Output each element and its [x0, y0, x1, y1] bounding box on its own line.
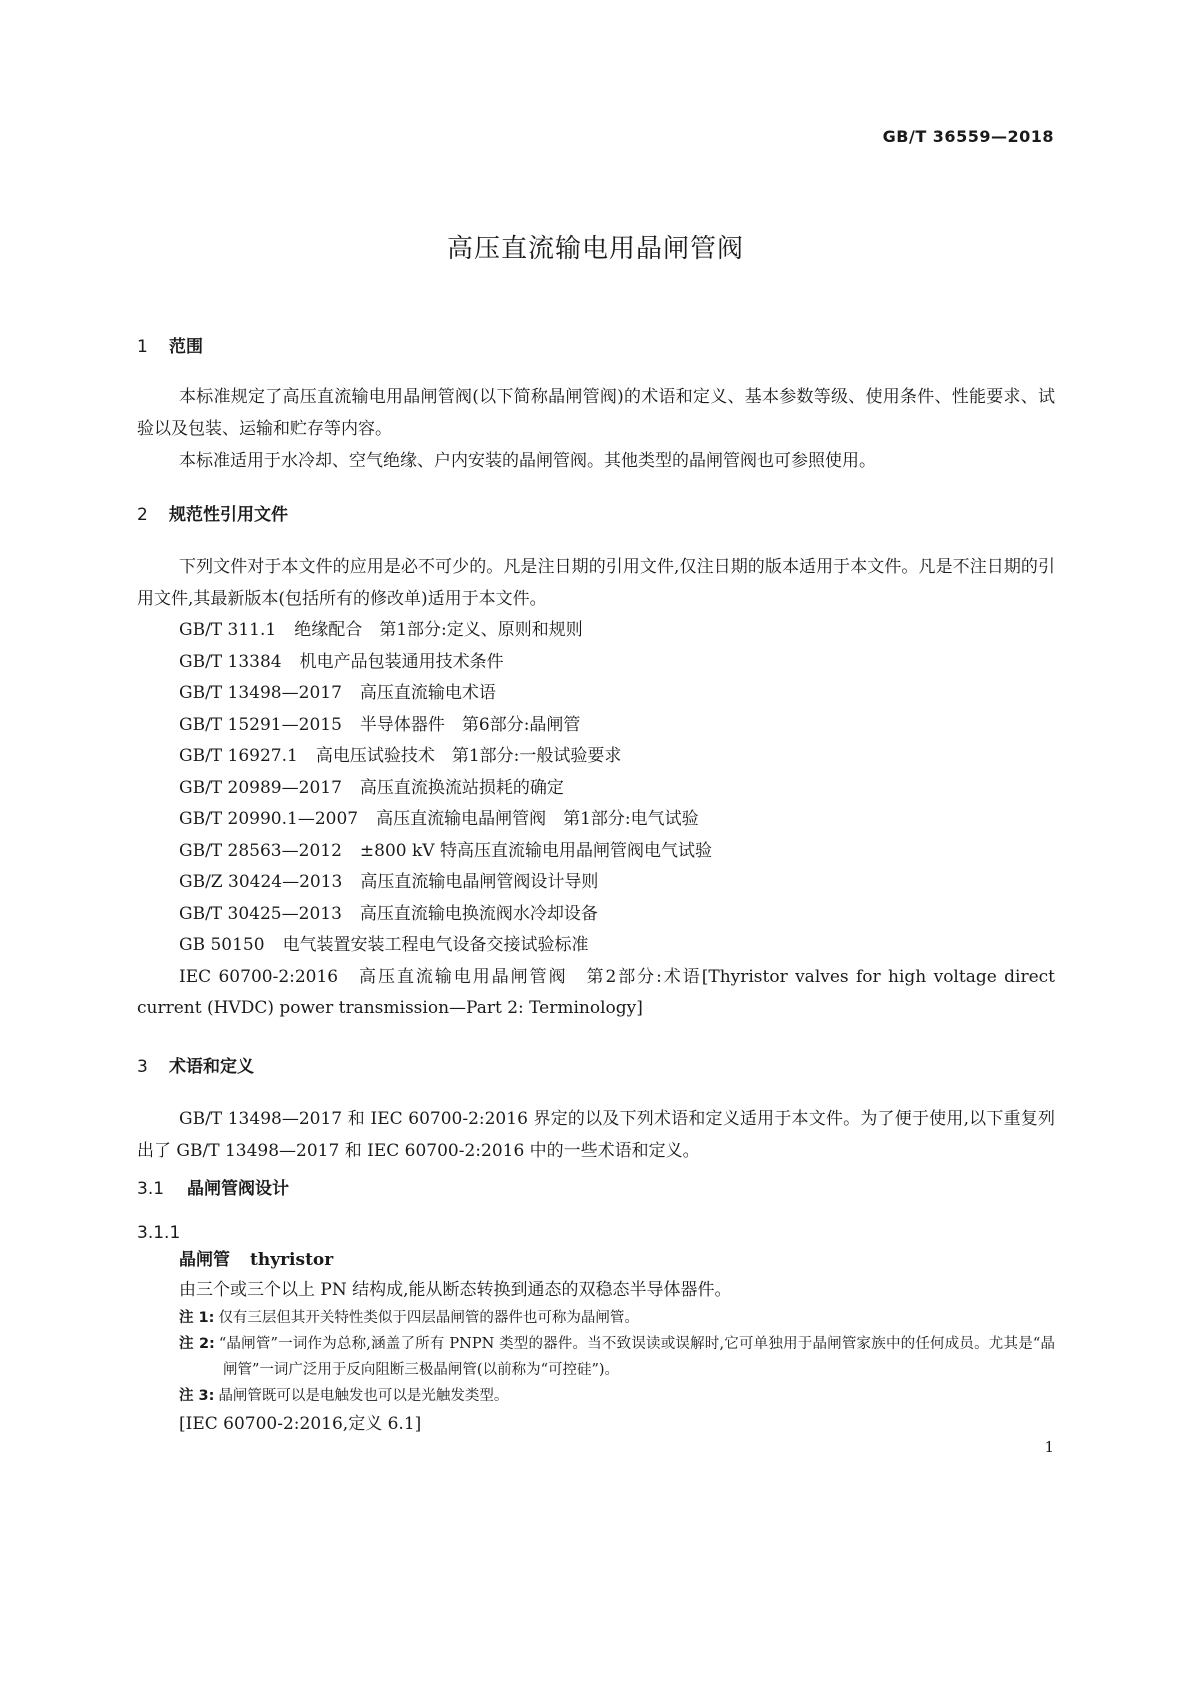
term-note: [179, 1305, 1055, 1331]
section-heading: [137, 335, 1055, 359]
reference-title: 电气装置安装工程电气设备交接试验标准: [282, 935, 589, 955]
reference-item: [137, 899, 1055, 931]
section-number: 2: [137, 505, 148, 525]
reference-code: GB/T 28563—2012: [179, 840, 342, 861]
note-text: 仅有三层但其开关特性类似于四层晶闸管的器件也可称为晶闸管。: [218, 1309, 639, 1326]
reference-item: [137, 867, 1055, 899]
reference-title: 高压直流换流站损耗的确定: [359, 777, 564, 798]
reference-code: GB/T 15291—2015: [179, 714, 342, 735]
section-number: 1: [137, 337, 148, 357]
reference-code: GB 50150: [179, 935, 265, 955]
reference-title: ±800 kV 特高压直流输电用晶闸管阀电气试验: [359, 840, 712, 861]
section-number: 3: [137, 1056, 148, 1077]
subsection-number: 3.1: [137, 1178, 165, 1199]
note-label: 注 2:: [179, 1335, 215, 1352]
term-number: 3.1.1: [137, 1222, 181, 1243]
reference-title: 高电压试验技术 第1部分:一般试验要求: [315, 746, 622, 766]
reference-title: 高压直流输电术语: [359, 683, 496, 703]
reference-code: GB/T 13384: [179, 651, 282, 672]
paragraph: GB/T 13498—2017 和 IEC 60700-2:2016 界定的以及下列术语和定义适用于本文件。为了便于使用,以下重复列出了 GB/T 13498—2017 和 IEC 60700-2:2016 中的一些术语和定义。: [137, 1108, 1055, 1161]
subsection-title: 晶闸管阀设计: [187, 1178, 289, 1199]
term-name-en: thyristor: [250, 1249, 334, 1270]
reference-title: 绝缘配合 第1部分:定义、原则和规则: [294, 620, 583, 640]
reference-code: GB/T 20989—2017: [179, 777, 342, 798]
reference-item: [137, 710, 1055, 742]
reference-item: [137, 741, 1055, 773]
reference-title: 高压直流输电换流阀水冷却设备: [359, 903, 598, 924]
term-source: [IEC 60700-2:2016,定义 6.1]: [179, 1413, 422, 1434]
section-title: 规范性引用文件: [169, 505, 288, 525]
reference-item: [137, 836, 1055, 868]
reference-list: [137, 615, 1055, 1025]
section-title: 范围: [169, 337, 203, 357]
reference-item: [137, 930, 1055, 962]
note-label: 注 3:: [179, 1387, 215, 1404]
standard-code: GB/T 36559—2018: [882, 127, 1054, 146]
section-heading: [137, 503, 1055, 527]
subsection-heading: [137, 1177, 1055, 1201]
reference-code: GB/T 16927.1: [179, 746, 298, 766]
section-heading: [137, 1055, 1055, 1079]
reference-item: [137, 615, 1055, 647]
note-text: 晶闸管既可以是电触发也可以是光触发类型。: [218, 1387, 509, 1404]
reference-code: GB/T 13498—2017: [179, 683, 342, 703]
reference-item: [137, 678, 1055, 710]
page-number: 1: [1044, 1438, 1054, 1456]
reference-code: GB/Z 30424—2013: [179, 872, 343, 892]
reference-title: 机电产品包装通用技术条件: [299, 651, 504, 672]
paragraph: 本标准适用于水冷却、空气绝缘、户内安装的晶闸管阀。其他类型的晶闸管阀也可参照使用。: [179, 451, 876, 471]
reference-code: GB/T 20990.1—2007: [179, 809, 359, 829]
reference-item: [137, 804, 1055, 836]
term-definition: 由三个或三个以上 PN 结构成,能从断态转换到通态的双稳态半导体器件。: [179, 1279, 732, 1300]
note-label: 注 1:: [179, 1309, 215, 1326]
reference-code: GB/T 30425—2013: [179, 903, 342, 924]
term-note: [179, 1383, 1055, 1409]
reference-title: 高压直流输电晶闸管阀设计导则: [360, 872, 599, 892]
reference-title: 高压直流输电晶闸管阀 第1部分:电气试验: [376, 809, 699, 829]
term-name: [179, 1245, 1055, 1275]
reference-item-iec: IEC 60700-2:2016 高压直流输电用晶闸管阀 第2部分:术语[Thyristor valves for high voltage direct current (HVDC) power transmission—Part 2: Terminology]: [137, 966, 1055, 1018]
note-text: “晶闸管”一词作为总称,涵盖了所有 PNPN 类型的器件。当不致误读或误解时,它可单独用于晶闸管家族中的任何成员。尤其是“晶闸管”一词广泛用于反向阻断三极晶闸管(以前称为“可控硅”)。: [218, 1335, 1055, 1378]
document-title: 高压直流输电用晶闸管阀: [446, 234, 744, 264]
section-title: 术语和定义: [169, 1056, 254, 1077]
paragraph: 下列文件对于本文件的应用是必不可少的。凡是注日期的引用文件,仅注日期的版本适用于本文件。凡是不注日期的引用文件,其最新版本(包括所有的修改单)适用于本文件。: [137, 557, 1055, 609]
reference-item: [137, 773, 1055, 805]
reference-title: 半导体器件 第6部分:晶闸管: [359, 714, 581, 735]
term-name-cn: 晶闸管: [179, 1249, 230, 1270]
document-body: [137, 335, 1055, 1439]
term-note: [179, 1331, 1055, 1383]
reference-code: GB/T 311.1: [179, 620, 277, 640]
reference-item: [137, 647, 1055, 679]
paragraph: 本标准规定了高压直流输电用晶闸管阀(以下简称晶闸管阀)的术语和定义、基本参数等级、使用条件、性能要求、试验以及包装、运输和贮存等内容。: [137, 387, 1055, 439]
